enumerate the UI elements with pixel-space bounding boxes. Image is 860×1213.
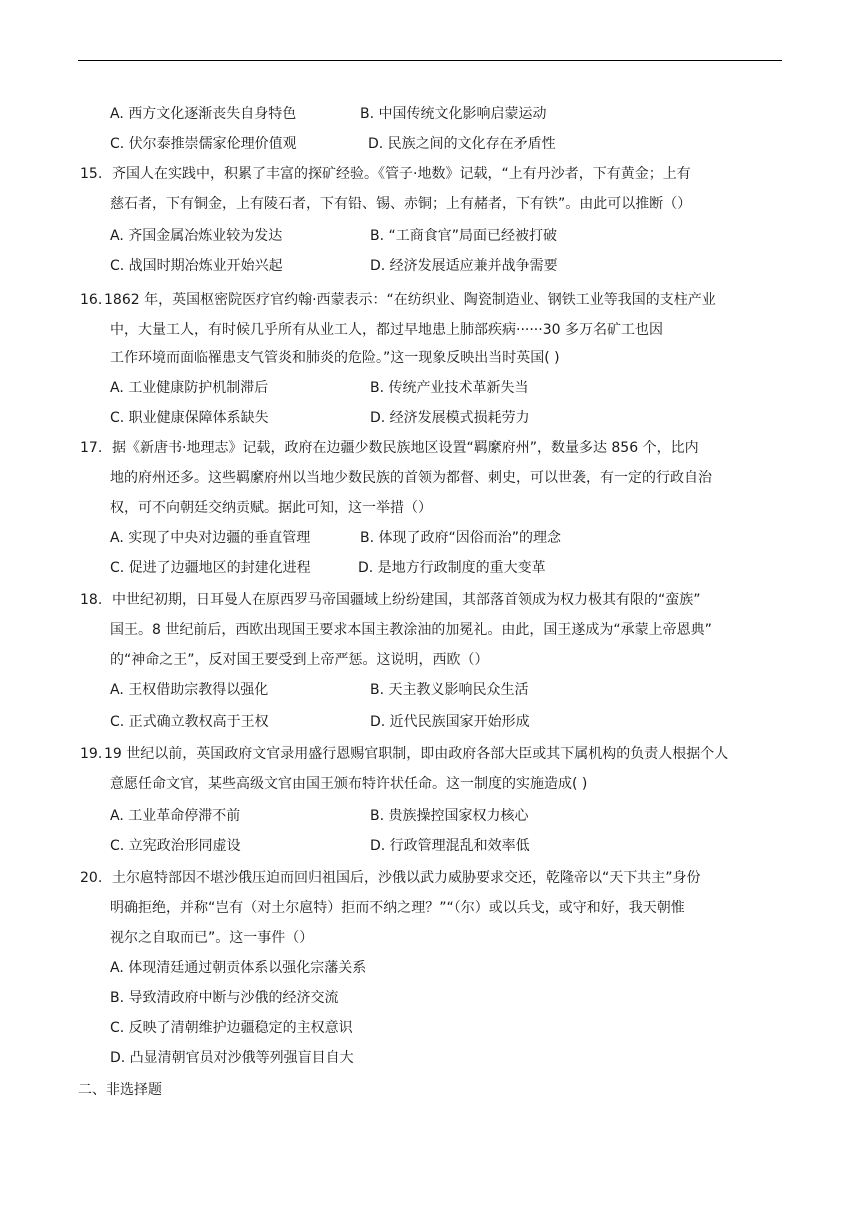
q15-option-a: A. 齐国金属冶炼业较为发达 xyxy=(110,228,283,244)
q19-option-d: D. 行政管理混乱和效率低 xyxy=(370,838,530,854)
q16-option-a: A. 工业健康防护机制滞后 xyxy=(110,380,269,396)
q17-option-a: A. 实现了中央对边疆的垂直管理 xyxy=(110,530,311,546)
q20-option-c: C. 反映了清朝维护边疆稳定的主权意识 xyxy=(110,1020,353,1036)
q19-number: 19. xyxy=(80,746,103,762)
q17-option-b: B. 体现了政府“因俗而治”的理念 xyxy=(360,530,562,546)
q15-option-b: B. “工商食官”局面已经被打破 xyxy=(370,228,558,244)
q14-option-c: C. 伏尔泰推崇儒家伦理价值观 xyxy=(110,136,297,152)
q17-line-3: 权，可不向朝廷交纳贡赋。据此可知，这一举措（） xyxy=(110,500,432,516)
q16-line-3: 工作环境而面临罹患支气管炎和肺炎的危险。”这一现象反映出当时英国( ) xyxy=(110,350,560,366)
q18-option-d: D. 近代民族国家开始形成 xyxy=(370,714,530,730)
q17-option-d: D. 是地方行政制度的重大变革 xyxy=(358,560,546,576)
header-rule xyxy=(78,60,782,61)
q15-line-1: 齐国人在实践中，积累了丰富的探矿经验。《管子·地数》记载，“上有丹沙者，下有黄金；上有 xyxy=(112,166,691,182)
q19-line-1: 19 世纪以前，英国政府文官录用盛行恩赐官职制，即由政府各部大臣或其下属机构的负责人根据个人 xyxy=(104,746,729,762)
q18-option-c: C. 正式确立教权高于王权 xyxy=(110,714,269,730)
q15-number: 15. xyxy=(80,166,103,182)
q20-option-b: B. 导致清政府中断与沙俄的经济交流 xyxy=(110,990,339,1006)
q20-line-1: 土尔扈特部因不堪沙俄压迫而回归祖国后，沙俄以武力威胁要求交还，乾隆帝以“天下共主”身份 xyxy=(112,870,701,886)
q19-option-b: B. 贵族操控国家权力核心 xyxy=(370,808,529,824)
q15-option-d: D. 经济发展适应兼并战争需要 xyxy=(370,258,558,274)
q18-line-3: 的“神命之王”，反对国王要受到上帝严惩。这说明，西欧（） xyxy=(110,652,489,668)
q18-line-2: 国王。8 世纪前后，西欧出现国王要求本国主教涂油的加冕礼。由此，国王遂成为“承蒙上帝恩典” xyxy=(110,622,712,638)
q18-option-a: A. 王权借助宗教得以强化 xyxy=(110,682,269,698)
q18-line-1: 中世纪初期，日耳曼人在原西罗马帝国疆域上纷纷建国，其部落首领成为权力极其有限的“蛮族” xyxy=(112,592,701,608)
q20-option-a: A. 体现清廷通过朝贡体系以强化宗藩关系 xyxy=(110,960,367,976)
q15-line-2: 慈石者，下有铜金，上有陵石者，下有铅、锡、赤铜；上有赭者，下有铁”。由此可以推断（） xyxy=(110,196,692,212)
q20-line-3: 视尔之自取而已”。这一事件（） xyxy=(110,930,314,946)
q16-number: 16. xyxy=(80,292,103,308)
q19-option-a: A. 工业革命停滞不前 xyxy=(110,808,241,824)
q18-option-b: B. 天主教义影响民众生活 xyxy=(370,682,529,698)
q17-option-c: C. 促进了边疆地区的封建化进程 xyxy=(110,560,311,576)
q19-option-c: C. 立宪政治形同虚设 xyxy=(110,838,241,854)
q16-line-2: 中，大量工人，有时候几乎所有从业工人，都过早地患上肺部疾病······30 多万名矿工也因 xyxy=(110,322,663,338)
section-heading: 二、非选择题 xyxy=(78,1082,162,1098)
q17-number: 17. xyxy=(80,440,103,456)
q14-option-b: B. 中国传统文化影响启蒙运动 xyxy=(360,106,547,122)
q15-option-c: C. 战国时期冶炼业开始兴起 xyxy=(110,258,283,274)
q14-option-a: A. 西方文化逐渐丧失自身特色 xyxy=(110,106,297,122)
q20-line-2: 明确拒绝，并称“岂有（对土尔扈特）拒而不纳之理？”“（尔）或以兵戈，或守和好，我天朝惟 xyxy=(110,900,685,916)
q20-option-d: D. 凸显清朝官员对沙俄等列强盲目自大 xyxy=(110,1050,354,1066)
q16-option-b: B. 传统产业技术革新失当 xyxy=(370,380,529,396)
q17-line-1: 据《新唐书·地理志》记载，政府在边疆少数民族地区设置“羁縻府州”，数量多达 856 个，比内 xyxy=(112,440,699,456)
q16-option-c: C. 职业健康保障体系缺失 xyxy=(110,410,269,426)
q17-line-2: 地的府州还多。这些羁縻府州以当地少数民族的首领为都督、刺史，可以世袭，有一定的行政自治 xyxy=(110,470,712,486)
q19-line-2: 意愿任命文官，某些高级文官由国王颁布特许状任命。这一制度的实施造成( ) xyxy=(110,776,588,792)
q16-option-d: D. 经济发展模式损耗劳力 xyxy=(370,410,530,426)
q14-option-d: D. 民族之间的文化存在矛盾性 xyxy=(368,136,556,152)
q20-number: 20. xyxy=(80,870,103,886)
q18-number: 18. xyxy=(80,592,103,608)
q16-line-1: 1862 年，英国枢密院医疗官约翰·西蒙表示：“在纺织业、陶瓷制造业、钢铁工业等我国的支柱产业 xyxy=(104,292,716,308)
